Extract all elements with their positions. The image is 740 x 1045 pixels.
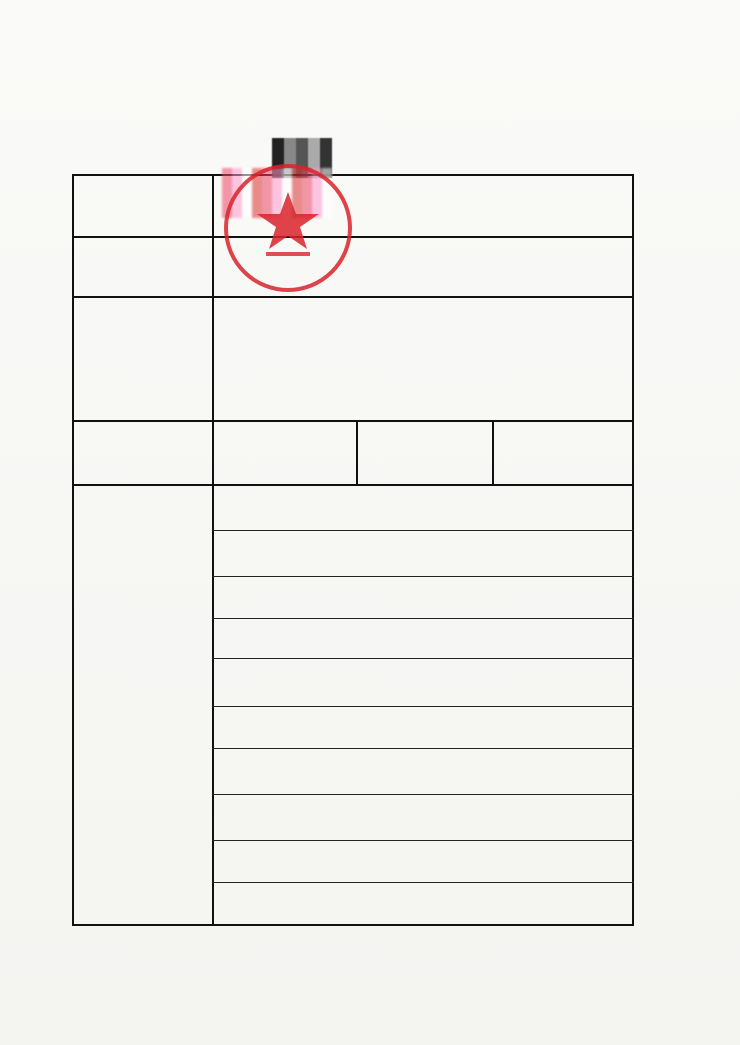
- writing-line: [212, 882, 634, 883]
- reflection-label: [72, 486, 212, 926]
- requirement-label: [72, 298, 212, 420]
- form-title: [0, 138, 740, 168]
- writing-line: [212, 794, 634, 795]
- writing-line: [212, 576, 634, 577]
- writing-line: [212, 658, 634, 659]
- time-label: [72, 238, 212, 296]
- class-label: [358, 422, 492, 484]
- theme-label: [72, 176, 212, 236]
- writing-line: [212, 618, 634, 619]
- writing-line: [212, 840, 634, 841]
- column-divider: [492, 420, 494, 484]
- writing-line: [212, 706, 634, 707]
- writing-line: [212, 748, 634, 749]
- official-seal: [208, 156, 368, 296]
- star-icon: [257, 192, 319, 249]
- participant-label: [72, 422, 212, 484]
- writing-line: [212, 530, 634, 531]
